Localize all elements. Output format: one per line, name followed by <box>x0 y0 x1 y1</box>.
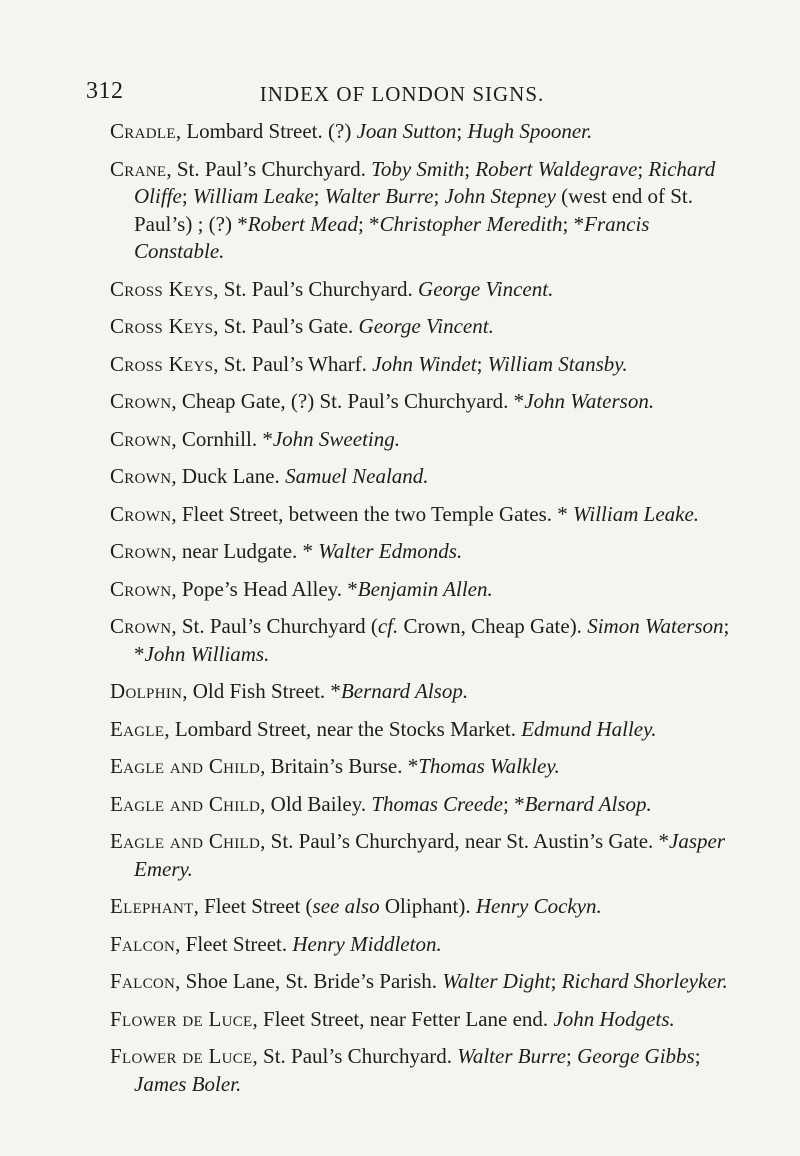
printer-name: Christopher Meredith <box>379 211 563 236</box>
index-entry <box>110 156 730 266</box>
sign-name: Crown <box>110 539 172 563</box>
sign-name: Crane <box>110 156 167 181</box>
sign-location: , Lombard Street, near the Stocks Market. <box>164 716 522 741</box>
sign-location: , Pope’s Head Alley. * <box>171 576 358 601</box>
index-entry <box>110 716 730 744</box>
sign-name: Crown <box>110 464 172 488</box>
printer-name: William Leake <box>192 184 314 208</box>
sign-name: Eagle and Child <box>110 791 261 816</box>
sign-name: Eagle <box>110 716 165 741</box>
printer-name: George Vincent. <box>418 276 554 301</box>
printer-name: Edmund Halley. <box>521 716 657 741</box>
printer-name: Bernard Alsop. <box>340 679 469 703</box>
sign-location: , St. Paul’s Gate. <box>213 314 359 338</box>
sign-location: , Cornhill. * <box>171 426 273 451</box>
printer-name: Joan Sutton <box>356 119 457 143</box>
sign-name: Cross Keys <box>110 351 214 376</box>
sign-location: , St. Paul’s Churchyard ( <box>171 614 378 638</box>
index-entry <box>110 753 730 781</box>
printer-name: Thomas Walkley. <box>418 754 560 778</box>
printer-name: James Boler. <box>134 1071 242 1096</box>
sign-location: , Fleet Street. <box>175 931 293 956</box>
separator-text: ; <box>464 156 476 181</box>
sign-location: , Britain’s Burse. * <box>260 754 419 778</box>
index-entry <box>110 276 730 304</box>
printer-name: William Leake. <box>573 501 700 526</box>
separator-text: ; <box>550 969 562 993</box>
index-entry <box>110 351 730 379</box>
sign-name: Falcon <box>110 931 176 956</box>
separator-text: ; <box>476 351 488 376</box>
sign-location: , St. Paul’s Churchyard, near St. Austin’s Gate. * <box>260 829 670 853</box>
printer-name: Walter Edmonds. <box>318 539 463 563</box>
sign-location: , Shoe Lane, St. Bride’s Parish. <box>175 969 443 993</box>
sign-location: , St. Paul’s Wharf. <box>213 351 373 376</box>
sign-location: , St. Paul’s Churchyard. <box>166 156 372 181</box>
sign-name: Cross Keys <box>110 276 214 301</box>
sign-location: , Cheap Gate, (?) St. Paul’s Churchyard. * <box>171 389 525 413</box>
printer-name: Francis Constable. <box>134 211 650 263</box>
separator-text: ; <box>313 184 325 208</box>
sign-location: , St. Paul’s Churchyard. <box>213 276 419 301</box>
printer-name: Benjamin Allen. <box>357 576 493 601</box>
sign-name: Eagle and Child <box>110 754 261 778</box>
printer-name: John Stepney <box>444 184 556 208</box>
index-entry <box>110 968 730 996</box>
printer-name: Walter Burre <box>457 1044 566 1068</box>
separator-text: ; <box>181 184 193 208</box>
separator-text: ; * <box>562 211 585 236</box>
sign-name: Dolphin <box>110 679 183 703</box>
printer-name: Henry Cockyn. <box>475 894 602 918</box>
printer-name: George Gibbs <box>577 1044 695 1068</box>
printer-name: Henry Middleton. <box>292 931 442 956</box>
index-entry <box>110 313 730 341</box>
sign-name: Eagle and Child <box>110 829 261 853</box>
printer-name: Richard Oliffe <box>134 156 716 208</box>
printer-name: Richard Shorleyker. <box>561 969 728 993</box>
index-entry <box>110 791 730 819</box>
sign-name: Crown <box>110 426 172 451</box>
separator-text: ; <box>637 156 649 181</box>
page-number: 312 <box>86 78 124 104</box>
sign-location: , Duck Lane. <box>171 464 286 488</box>
sign-name: Crown <box>110 389 172 413</box>
page-header <box>82 76 722 106</box>
separator-text: Crown, Cheap Gate). <box>398 614 588 638</box>
sign-location: , Fleet Street ( <box>193 894 313 918</box>
index-entry <box>110 893 730 921</box>
sign-location: , Lombard Street. (?) <box>175 119 357 143</box>
index-entry <box>110 931 730 959</box>
printer-name: John Windet <box>372 351 477 376</box>
index-entry <box>110 388 730 416</box>
index-entry <box>110 828 730 883</box>
sign-name: Flower de Luce <box>110 1044 253 1068</box>
index-entry <box>110 501 730 529</box>
printer-name: John Hodgets. <box>553 1006 675 1031</box>
index-entry <box>110 426 730 454</box>
sign-name: Cross Keys <box>110 314 214 338</box>
printer-name: George Vincent. <box>358 314 494 338</box>
sign-location: , St. Paul’s Churchyard. <box>252 1044 458 1068</box>
separator-text: ; <box>565 1044 578 1068</box>
running-title: INDEX OF LONDON SIGNS. <box>259 82 545 106</box>
sign-name: Flower de Luce <box>110 1006 253 1031</box>
printer-name: William Stansby. <box>487 351 628 376</box>
printer-name: Walter Burre <box>324 184 434 208</box>
index-entry <box>110 538 730 566</box>
printer-name: Walter Dight <box>442 969 551 993</box>
separator-text: ; <box>433 184 445 208</box>
printer-name: cf. <box>377 614 399 638</box>
sign-location: , Fleet Street, near Fetter Lane end. <box>252 1006 554 1031</box>
sign-name: Falcon <box>110 969 176 993</box>
index-entry <box>110 576 730 604</box>
printer-name: Hugh Spooner. <box>467 119 593 143</box>
printer-name: Samuel Nealand. <box>285 464 429 488</box>
sign-location: , Fleet Street, between the two Temple Gates. * <box>171 501 574 526</box>
sign-location: , Old Bailey. <box>260 791 372 816</box>
separator-text: ; <box>456 119 468 143</box>
printer-name: Thomas Creede <box>371 791 504 816</box>
printer-name: Robert Waldegrave <box>475 156 638 181</box>
printer-name: Simon Waterson <box>587 614 724 638</box>
printer-name: John Williams. <box>144 641 270 666</box>
printer-name: Bernard Alsop. <box>524 791 652 816</box>
printer-name: Robert Mead <box>247 211 358 236</box>
sign-name: Cradle <box>110 119 176 143</box>
separator-text: ; <box>694 1044 701 1068</box>
separator-text: ; * <box>134 614 730 666</box>
printer-name: Toby Smith <box>371 156 465 181</box>
sign-name: Elephant <box>110 894 194 918</box>
separator-text: Oliphant). <box>379 894 476 918</box>
index-entry <box>110 1043 730 1098</box>
sign-name: Crown <box>110 501 172 526</box>
separator-text: ; * <box>503 791 525 816</box>
index-entry <box>110 118 730 146</box>
index-entry <box>110 613 730 668</box>
sign-name: Crown <box>110 614 172 638</box>
index-entry <box>110 678 730 706</box>
sign-name: Crown <box>110 576 172 601</box>
printer-name: see also <box>312 894 380 918</box>
index-entry <box>110 1006 730 1034</box>
printer-name: Jasper Emery. <box>134 829 726 881</box>
separator-text: (west end of St. Paul’s) ; (?) * <box>134 184 693 236</box>
sign-location: , Old Fish Street. * <box>182 679 341 703</box>
index-entry <box>110 463 730 491</box>
printer-name: John Waterson. <box>524 389 655 413</box>
sign-location: , near Ludgate. * <box>171 539 319 563</box>
separator-text: ; * <box>357 211 380 236</box>
printer-name: John Sweeting. <box>272 426 400 451</box>
index-entries <box>110 118 730 1108</box>
